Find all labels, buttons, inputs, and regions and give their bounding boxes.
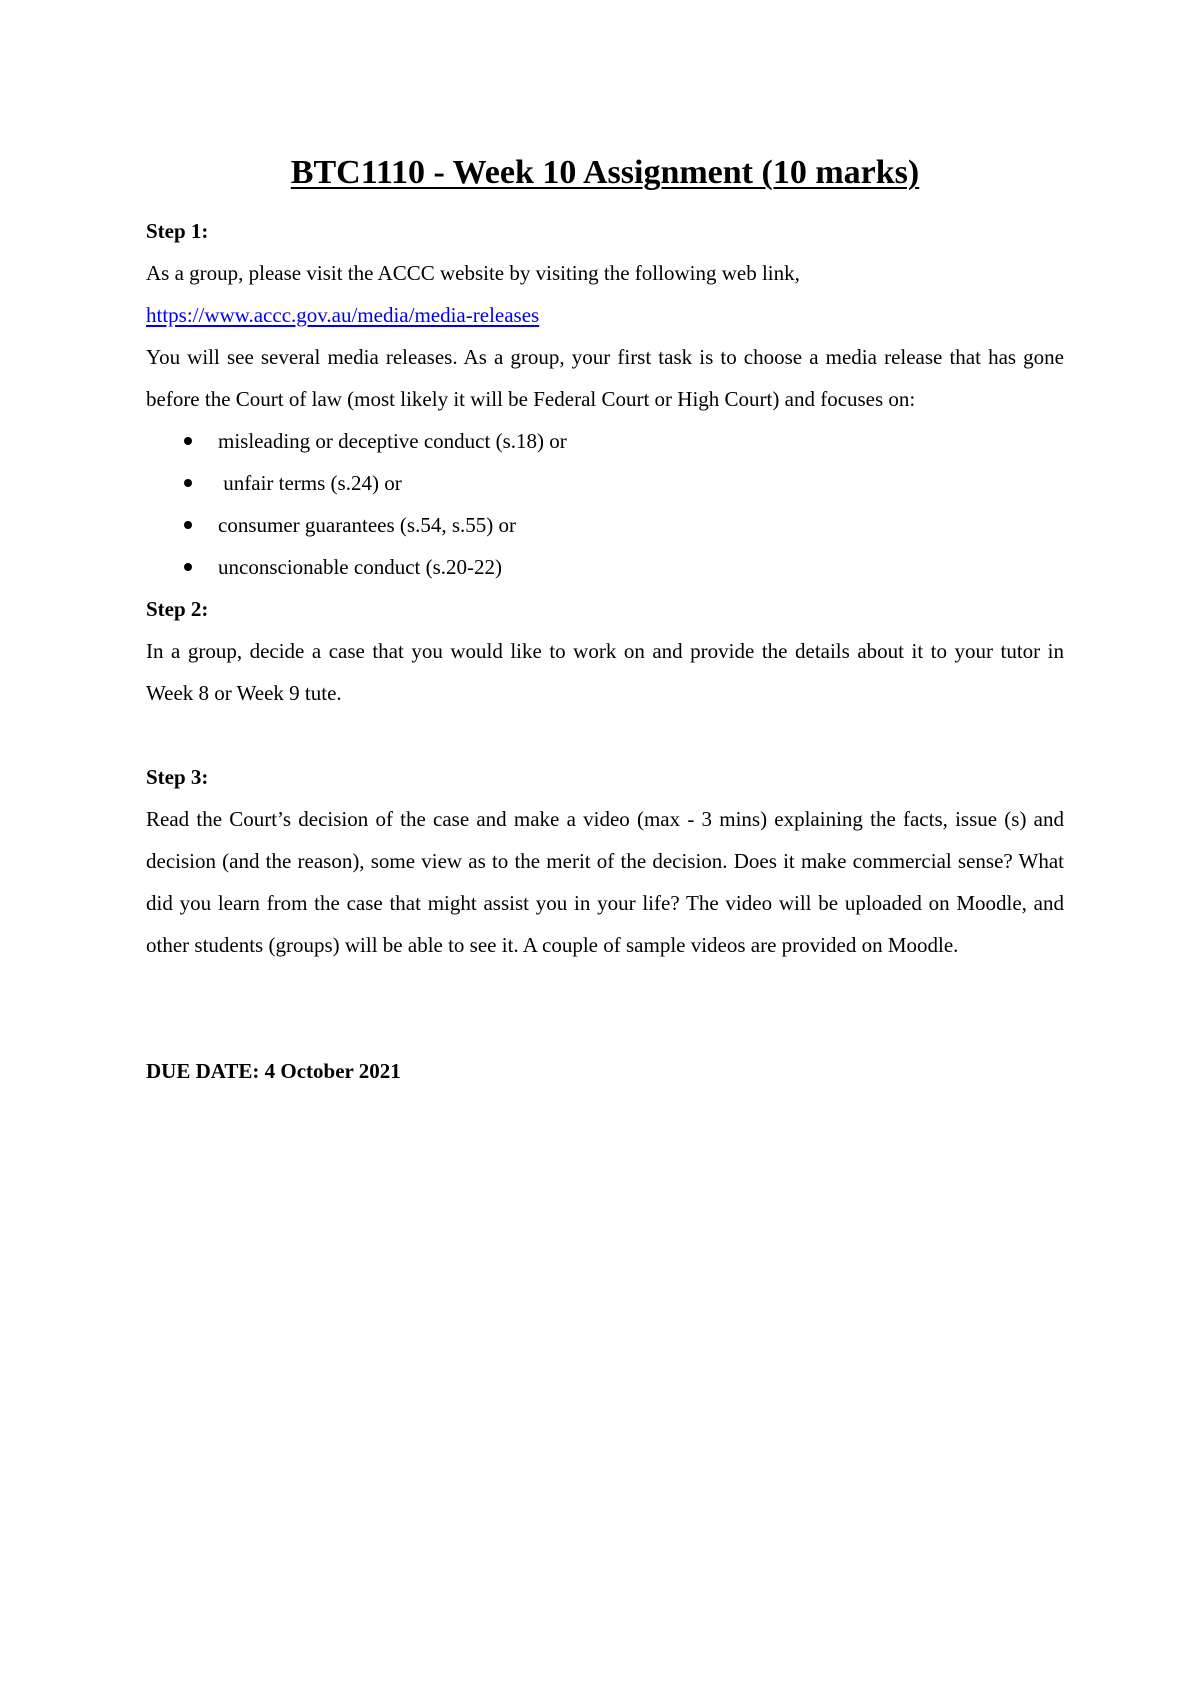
due-date: DUE DATE: 4 October 2021 [146, 1059, 401, 1083]
list-item-text: consumer guarantees (s.54, s.55) or [218, 513, 516, 537]
list-item [146, 504, 1064, 546]
bullet-icon [184, 521, 192, 529]
conduct-list [146, 420, 1064, 588]
step-1-intro: As a group, please visit the ACCC website by visiting the following web link, [146, 261, 800, 285]
document-title: BTC1110 - Week 10 Assignment (10 marks) [290, 154, 920, 191]
list-item [146, 546, 1064, 588]
spacer [146, 714, 1064, 756]
step-1-body: You will see several media releases. As a group, your first task is to choose a media release that has gone before the Court of law (most likely it will be Federal Court or High Court) and focuses on: [146, 345, 1064, 411]
document-content [146, 150, 1064, 1092]
step-1-heading: Step 1: [146, 219, 209, 243]
bullet-icon [184, 479, 192, 487]
list-item-text: unconscionable conduct (s.20-22) [218, 555, 503, 579]
list-item [146, 462, 1064, 504]
list-item-text: misleading or deceptive conduct (s.18) or [218, 429, 567, 453]
list-item [146, 420, 1064, 462]
bullet-icon [184, 437, 192, 445]
step-3-body: Read the Court’s decision of the case and make a video (max - 3 mins) explaining the facts, issue (s) and decision (and the reason), some view as to the merit of the decision. Does it make commercial sense? What did you learn from the case that might assist you in your life? The video will be uploaded on Moodle, and other students (groups) will be able to see it. A couple of sample videos are provided on Moodle. [146, 807, 1064, 957]
list-item-text: unfair terms (s.24) or [218, 471, 402, 495]
step-3-heading: Step 3: [146, 765, 209, 789]
accc-media-releases-link[interactable]: https://www.accc.gov.au/media/media-releases [146, 303, 540, 327]
step-2-heading: Step 2: [146, 597, 209, 621]
bullet-icon [184, 563, 192, 571]
step-2-body: In a group, decide a case that you would like to work on and provide the details about it to your tutor in Week 8 or Week 9 tute. [146, 639, 1064, 705]
spacer [146, 966, 1064, 1050]
